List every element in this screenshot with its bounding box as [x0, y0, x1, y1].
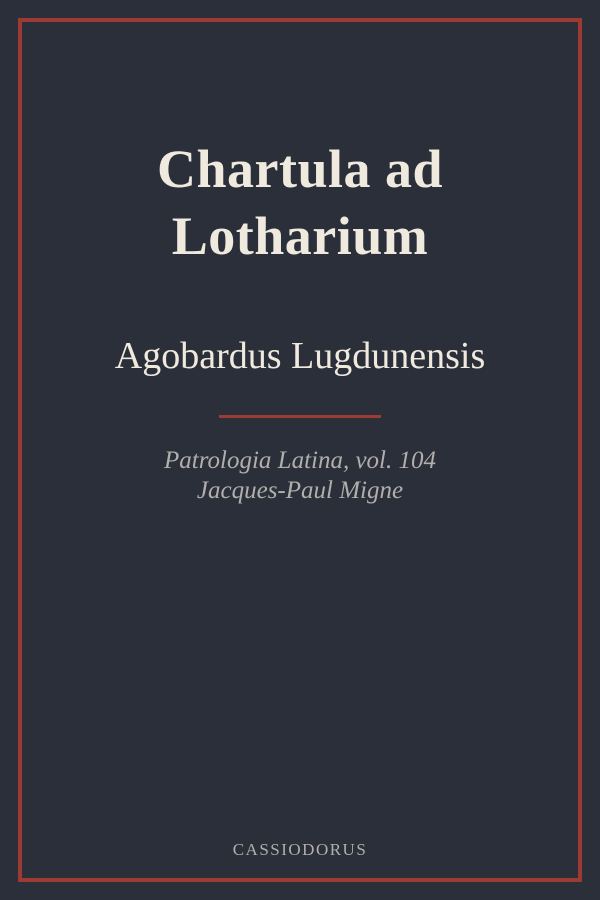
imprint-series-line: Patrologia Latina, vol. 104 — [164, 447, 436, 474]
divider-rule — [219, 415, 381, 418]
imprint-block — [0, 446, 600, 506]
book-title: Chartula ad Lotharium — [156, 139, 444, 266]
publisher-name: CASSIODORUS — [232, 840, 368, 859]
imprint-editor-line: Jacques-Paul Migne — [196, 477, 404, 504]
book-author: Agobardus Lugdunensis — [114, 335, 486, 377]
